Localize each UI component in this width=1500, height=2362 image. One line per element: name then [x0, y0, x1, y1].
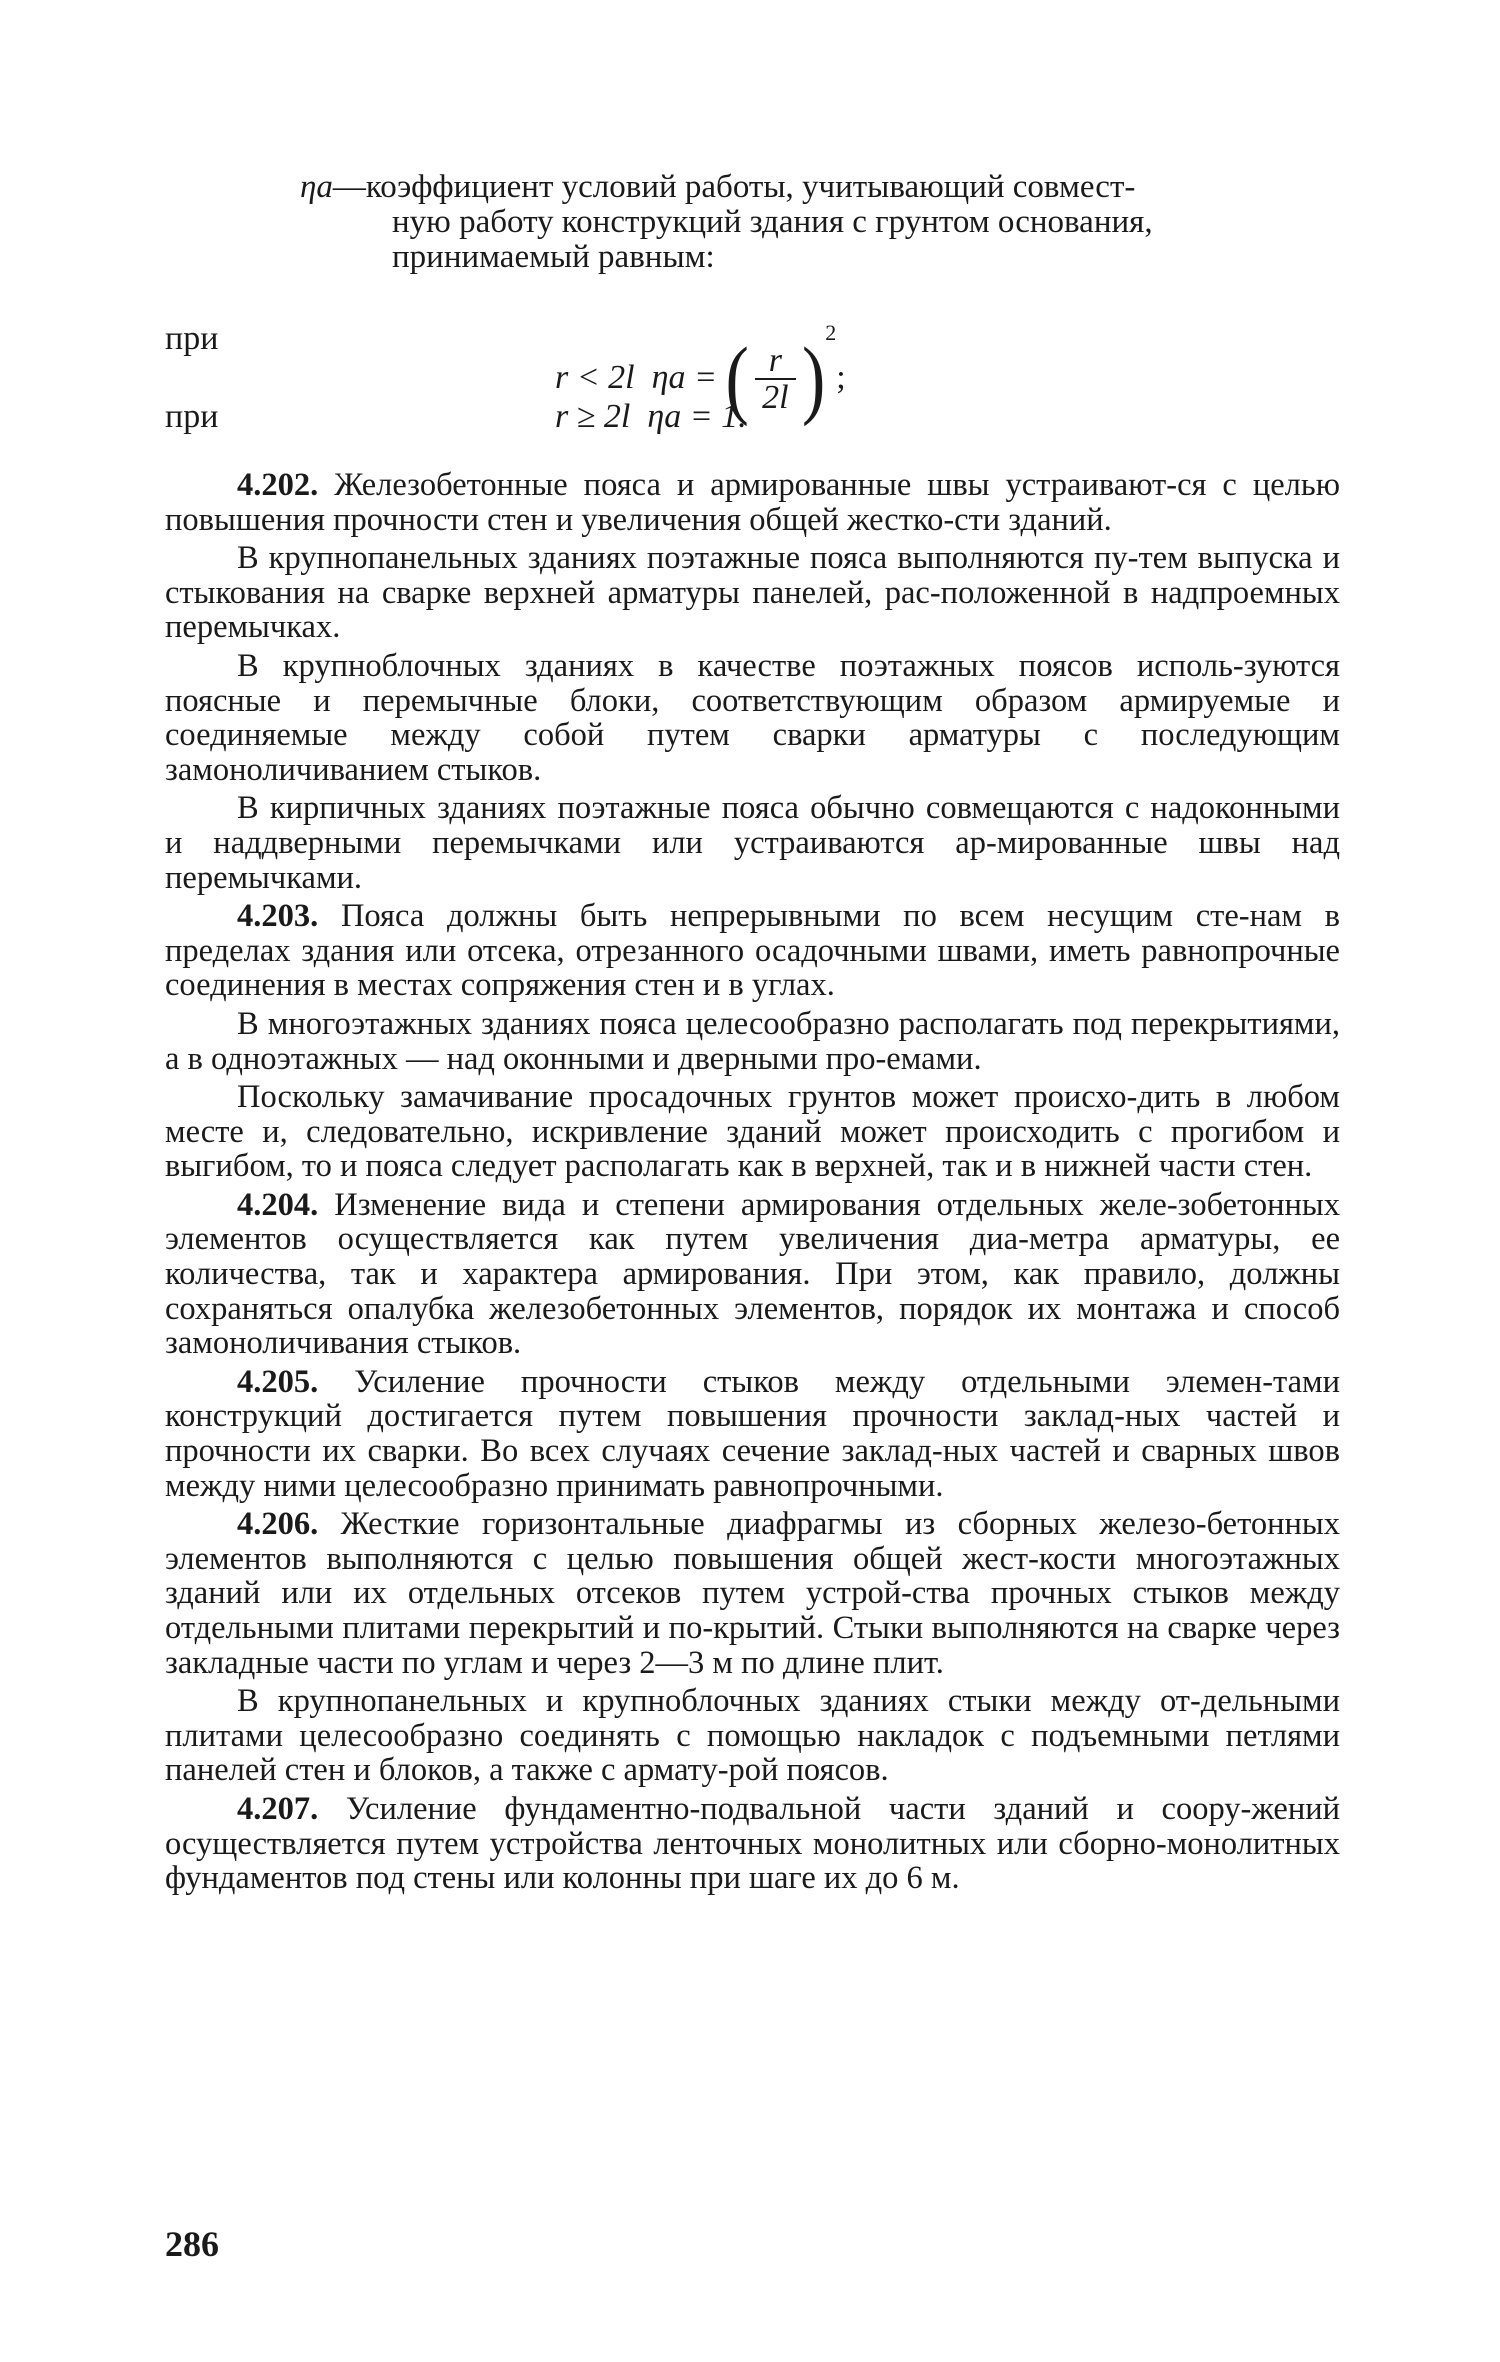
- paragraph-text: Железобетонные пояса и армированные швы устраивают-ся с целью повышения прочности стен и увеличения общей жестко-сти зданий.: [165, 467, 1340, 538]
- formula-lhs: ηa =: [651, 359, 717, 396]
- paragraph: [165, 1007, 1340, 1076]
- paragraph-text: В крупноблочных зданиях в качестве поэтажных поясов исполь-зуются поясные и перемычные блоки, соответствующим образом армируемые и соединяемые между собой путем сварки арматуры с последующим замоноличиванием стыков.: [165, 647, 1340, 788]
- left-paren: (: [725, 331, 749, 428]
- body-text: [165, 468, 1340, 1900]
- paragraph: [165, 791, 1340, 895]
- section-number: 4.205.: [237, 1363, 319, 1400]
- paragraph-text: Пояса должны быть непрерывными по всем несущим сте-нам в пределах здания или отсека, отрезанного осадочными швами, иметь равнопрочные соединения в местах сопряжения стен и в углах.: [165, 898, 1341, 1004]
- page-number: 286: [165, 2224, 219, 2264]
- section-number: 4.206.: [237, 1506, 319, 1543]
- paragraph: [165, 649, 1340, 787]
- formula-rhs: ηa = 1.: [647, 398, 747, 435]
- definition-text-1: коэффициент условий работы, учитывающий совмест-: [365, 169, 1136, 205]
- paragraph: [165, 1792, 1340, 1896]
- paragraph-text: Жесткие горизонтальные диафрагмы из сборных железо-бетонных элементов выполняются с целью повышения общей жест-кости многоэтажных зданий или их отдельных отсеков путем устрой-ства прочных стыков между отдельными плитами перекрытий и по-крытий. Стыки выполняются на сварке через закладные части по углам и через 2—3 м по длине плит.: [165, 1506, 1340, 1681]
- definition-line-2: ную работу конструкций здания с грунтом основания,: [392, 204, 1153, 240]
- paragraph: [165, 541, 1340, 645]
- paragraph-text: Поскольку замачивание просадочных грунтов может происхо-дить в любом месте и, следовательно, искривление зданий может происходить с прогибом и выгибом, то и пояса следует располагать как в верхней, так и в нижней части стен.: [165, 1079, 1340, 1185]
- paragraph-text: Усиление прочности стыков между отдельными элемен-тами конструкций достигается путем повышения прочности заклад-ных частей и прочности их сварки. Во всех случаях сечение заклад-ных частей и сварных швов между ними целесообразно принимать равнопрочными.: [165, 1363, 1340, 1504]
- paragraph-text: Усиление фундаментно-подвальной части зданий и соору-жений осуществляется путем устройства ленточных монолитных или сборно-монолитных фундаментов под стены или колонны при шаге их до 6 м.: [165, 1790, 1340, 1897]
- paragraph-text: Изменение вида и степени армирования отдельных желе-зобетонных элементов осуществляется как путем увеличения диа-метра арматуры, ее количества, так и характера армирования. При этом, как правило, должны сохраняться опалубка железобетонных элементов, порядок их монтажа и способ замоноличивания стыков.: [165, 1186, 1340, 1362]
- paragraph-text: В крупнопанельных и крупноблочных зданиях стыки между от-дельными плитами целесообразно соединять с помощью накладок с подъемными петлями панелей стен и блоков, а также с армату-рой поясов.: [165, 1683, 1340, 1789]
- paragraph-text: В крупнопанельных зданиях поэтажные пояса выполняются пу-тем выпуска и стыкования на сварке верхней арматуры панелей, рас-положенной в надпроемных перемычках.: [165, 540, 1340, 646]
- formula-condition: r < 2l: [555, 359, 635, 396]
- paragraph: [165, 1188, 1340, 1361]
- paragraph: [165, 468, 1340, 537]
- paragraph: [165, 1684, 1340, 1788]
- section-number: 4.204.: [237, 1186, 319, 1223]
- formula-condition: r ≥ 2l: [555, 398, 631, 435]
- formula-prefix: при: [165, 398, 219, 435]
- paragraph: [165, 1080, 1340, 1184]
- fraction-numerator: r: [755, 344, 796, 380]
- paragraph-text: В многоэтажных зданиях пояса целесообразно располагать под перекрытиями, а в одноэтажных — над оконными и дверными про-емами.: [165, 1005, 1340, 1077]
- paragraph: [165, 899, 1340, 1003]
- section-number: 4.207.: [237, 1790, 319, 1827]
- formula-expression: [555, 398, 747, 436]
- eta-symbol: ηa: [300, 169, 333, 205]
- fraction-denominator: 2l: [762, 379, 789, 417]
- paragraph-text: В кирпичных зданиях поэтажные пояса обычно совмещаются с надоконными и наддверными перемычками или устраиваются ар-мированные швы над перемычками.: [165, 790, 1340, 896]
- paragraph: [165, 1507, 1340, 1680]
- paragraph: [165, 1365, 1340, 1503]
- section-number: 4.203.: [237, 898, 319, 935]
- right-paren: ): [801, 331, 826, 428]
- coefficient-definition: [300, 170, 1340, 275]
- formula-case-2: [165, 398, 1345, 442]
- formula-exponent: 2: [825, 320, 837, 345]
- formula-tail: ;: [836, 359, 846, 396]
- definition-dash: —: [332, 169, 366, 205]
- definition-line-1: [300, 170, 1340, 205]
- formula-prefix: при: [165, 320, 219, 357]
- definition-line-3: принимаемый равным:: [392, 239, 715, 275]
- section-number: 4.202.: [237, 467, 319, 503]
